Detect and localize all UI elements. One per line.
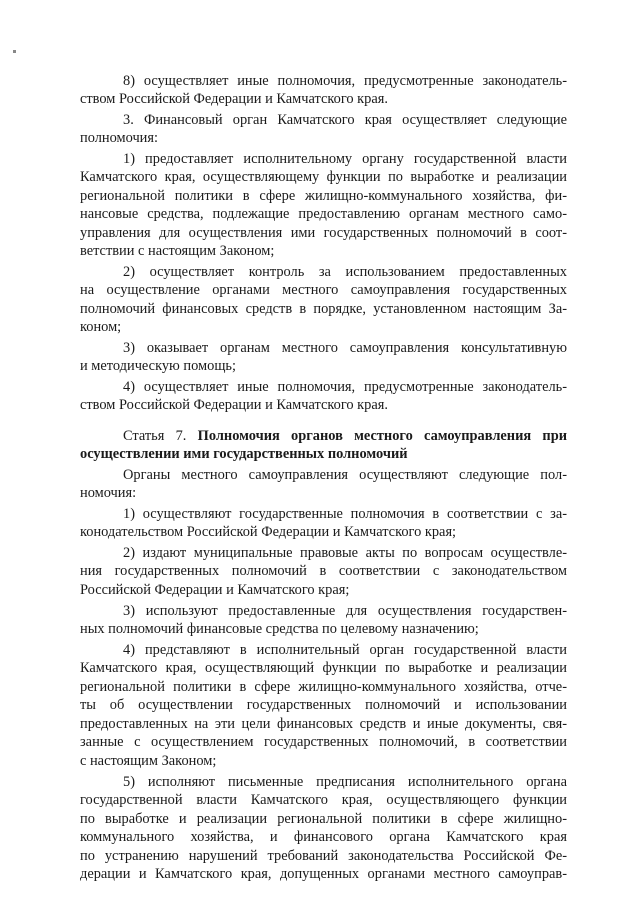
text-line: 3. Финансовый орган Камчатского края осуществляет следующие <box>123 112 567 128</box>
text-line: нансовые средства, подлежащие предоставлению органам местного само- <box>80 206 567 222</box>
text-line: коммунального хозяйства, и финансового органа Камчатского края <box>80 829 567 845</box>
text-line: ством Российской Федерации и Камчатского края. <box>80 91 388 107</box>
text-line: Камчатского края, осуществляющий функции по выработке и реализации <box>80 660 567 676</box>
text-line: 2) осуществляет контроль за использованием предоставленных <box>123 264 567 280</box>
text-line: номочия: <box>80 485 137 501</box>
text-line: занные с осуществлением государственных полномочий, в соответствии <box>80 734 567 750</box>
text-line: 3) оказывает органам местного самоуправления консультативную <box>123 340 567 356</box>
text-line: конодательством Российской Федерации и Камчатского края; <box>80 524 457 540</box>
text-line: по устранению нарушений требований законодательства Российской Фе- <box>80 848 567 864</box>
text-line: 1) осуществляют государственные полномочия в соответствии с за- <box>123 506 567 522</box>
text-line: 4) представляют в исполнительный орган государственной власти <box>123 642 567 658</box>
text-line: ных полномочий финансовые средства по целевому назначению; <box>80 621 479 637</box>
text-line: 3) используют предоставленные для осуществления государствен- <box>123 603 567 619</box>
text-line: 5) исполняют письменные предписания исполнительного органа <box>123 774 567 790</box>
article-title: Полномочия органов местного самоуправления при <box>197 428 567 444</box>
text-line: по выработке и реализации региональной политики в сфере жилищно- <box>80 811 567 827</box>
text-line: коном; <box>80 319 122 335</box>
text-line: 8) осуществляет иные полномочия, предусмотренные законодатель- <box>123 73 567 89</box>
text-line: региональной политики в сфере жилищно-коммунального хозяйства, фи- <box>80 188 567 204</box>
text-line: и методическую помощь; <box>80 358 236 374</box>
article-title-continuation: осуществлении ими государственных полномочий <box>80 446 408 462</box>
article-heading <box>80 428 567 445</box>
text-line: предоставленных на эти цели финансовых средств и иные документы, свя- <box>80 716 567 732</box>
scan-speck <box>13 50 16 53</box>
text-line: управления для осуществления ими государственных полномочий в соот- <box>80 225 567 241</box>
article-number: Статья 7. <box>123 428 198 444</box>
text-line: ния государственных полномочий в соответствии с законодательством <box>80 563 567 579</box>
text-line: ством Российской Федерации и Камчатского края. <box>80 397 388 413</box>
text-line: региональной политики в сфере жилищно-коммунального хозяйства, отче- <box>80 679 567 695</box>
text-line: Камчатского края, осуществляющему функции по выработке и реализации <box>80 169 567 185</box>
text-line: Российской Федерации и Камчатского края; <box>80 582 350 598</box>
text-line: 2) издают муниципальные правовые акты по вопросам осуществле- <box>123 545 567 561</box>
text-line: 4) осуществляет иные полномочия, предусмотренные законодатель- <box>123 379 567 395</box>
text-line: 1) предоставляет исполнительному органу государственной власти <box>123 151 567 167</box>
text-line: дерации и Камчатского края, допущенных органами местного самоуправ- <box>80 866 567 882</box>
text-line: ты об осуществлении государственных полномочий и использовании <box>80 697 567 713</box>
text-line: полномочий финансовых средств в порядке, установленном настоящим За- <box>80 301 567 317</box>
text-line: ветствии с настоящим Законом; <box>80 243 275 259</box>
text-line: полномочия: <box>80 130 158 146</box>
text-line: на осуществление органами местного самоуправления государственных <box>80 282 567 298</box>
text-line: Органы местного самоуправления осуществляют следующие пол- <box>123 467 567 483</box>
text-line: государственной власти Камчатского края, осуществляющего функции <box>80 792 567 808</box>
text-line: с настоящим Законом; <box>80 753 217 769</box>
